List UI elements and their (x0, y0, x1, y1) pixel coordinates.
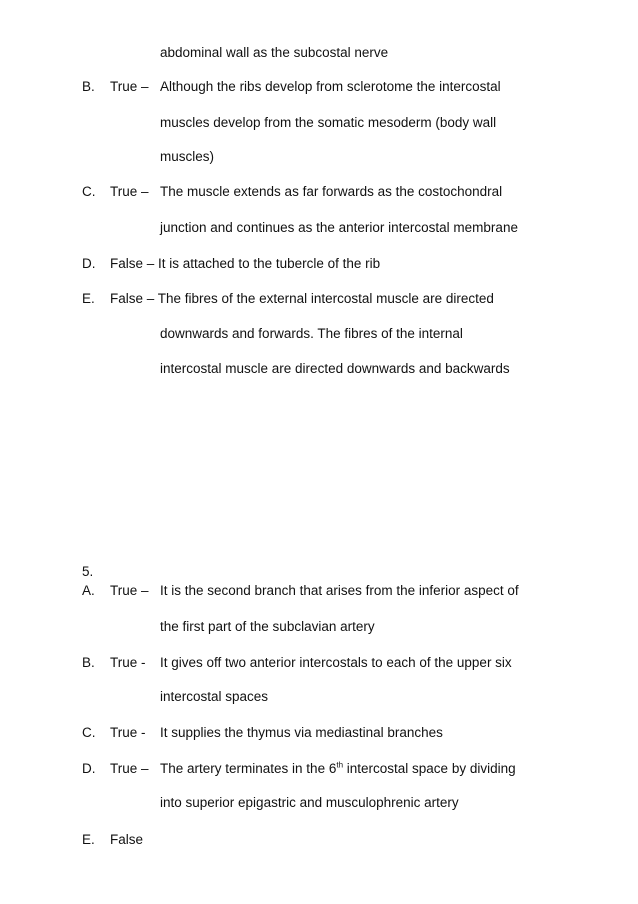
item-text: Although the ribs develop from sclerotome the intercostal (160, 79, 501, 94)
item-letter: C. (82, 725, 96, 740)
item-verdict: True - (110, 725, 146, 740)
item-verdict: True – (110, 79, 149, 94)
item-letter: D. (82, 761, 96, 776)
item-letter: A. (82, 583, 95, 598)
item-letter: B. (82, 79, 95, 94)
item-verdict: True – (110, 184, 149, 199)
item-text: It supplies the thymus via mediastinal branches (160, 725, 443, 740)
item-text-part: intercostal space by dividing (343, 761, 516, 776)
lead-line: abdominal wall as the subcostal nerve (160, 45, 389, 60)
item-text: into superior epigastric and musculophrenic artery (160, 795, 459, 810)
item-text: junction and continues as the anterior intercostal membrane (160, 220, 518, 235)
item-verdict: True - (110, 655, 146, 670)
item-text: muscles develop from the somatic mesoderm (body wall (160, 115, 497, 130)
ordinal-superscript: th (336, 760, 344, 770)
item-verdict: False (110, 832, 144, 847)
item-text: intercostal muscle are directed downwards and backwards (160, 361, 510, 376)
item-letter: E. (82, 291, 95, 306)
item-verdict: True – (110, 761, 149, 776)
item-letter: C. (82, 184, 96, 199)
item-text: downwards and forwards. The fibres of the internal (160, 326, 463, 341)
item-text: It is the second branch that arises from the inferior aspect of (160, 583, 519, 598)
question-number: 5. (82, 564, 94, 579)
item-text (160, 761, 516, 777)
item-text: the first part of the subclavian artery (160, 619, 375, 634)
item-text: intercostal spaces (160, 689, 269, 704)
item-text: muscles) (160, 149, 215, 164)
item-verdict: False – It is attached to the tubercle of the rib (110, 256, 381, 271)
item-verdict: True – (110, 583, 149, 598)
item-verdict: False – The fibres of the external intercostal muscle are directed (110, 291, 494, 306)
item-letter: D. (82, 256, 96, 271)
item-text: The muscle extends as far forwards as the costochondral (160, 184, 503, 199)
item-text: It gives off two anterior intercostals to each of the upper six (160, 655, 512, 670)
item-text-part: The artery terminates in the 6 (160, 761, 337, 776)
item-letter: B. (82, 655, 95, 670)
item-letter: E. (82, 832, 95, 847)
